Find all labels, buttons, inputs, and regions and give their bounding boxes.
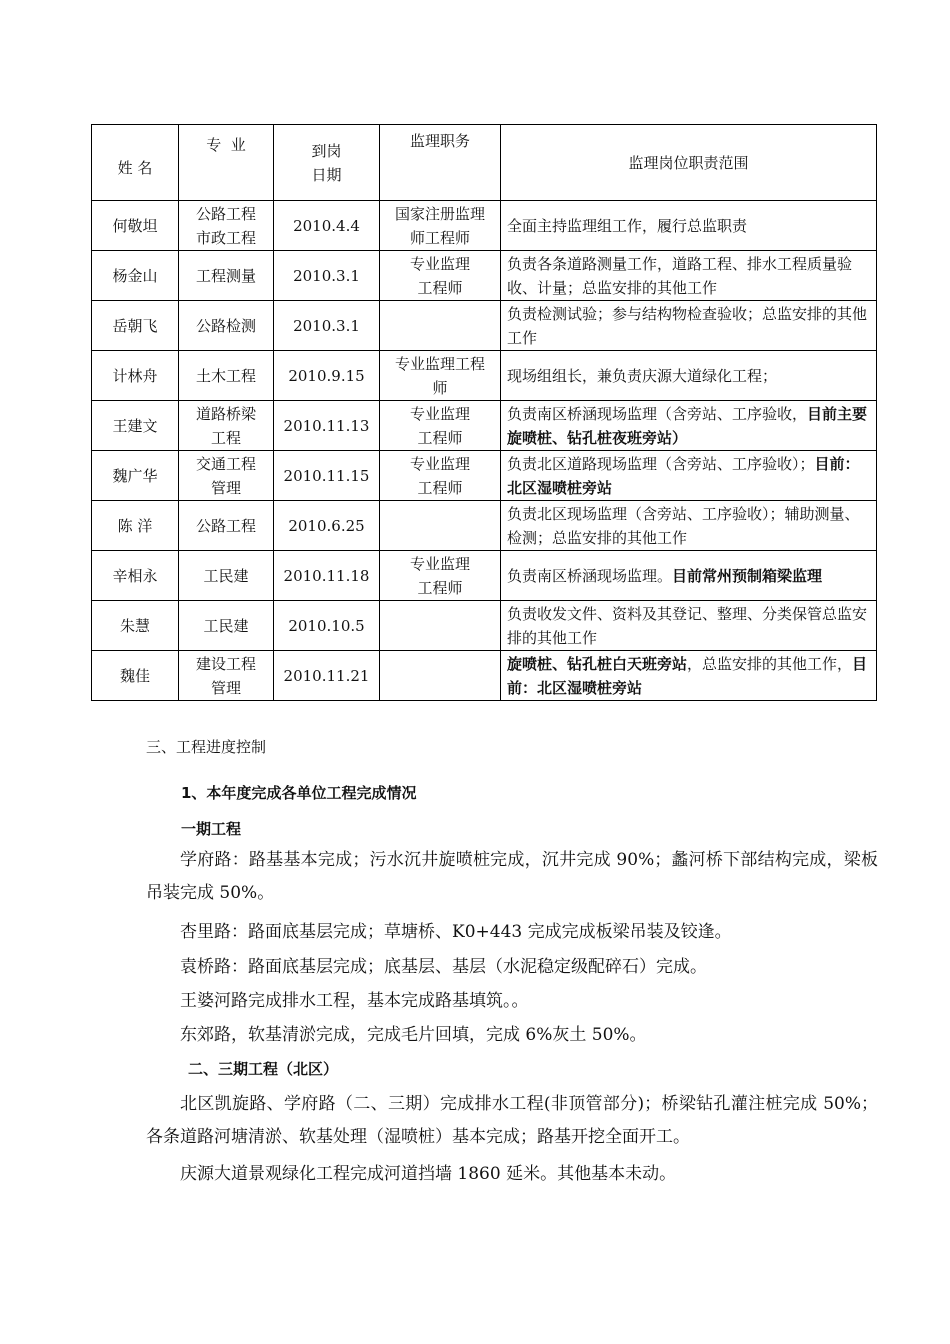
cell-major: 建设工程 管理	[179, 651, 274, 701]
phase23-paragraph: 北区凯旋路、学府路（二、三期）完成排水工程(非顶管部分)；桥梁钻孔灌注桩完成 50%；各条道路河塘清淤、软基处理（湿喷桩）基本完成；路基开挖全面开工。	[146, 1094, 878, 1147]
duty-text: 负责检测试验；参与结构物检查验收；总监安排的其他工作	[507, 304, 868, 347]
header-role: 监理职务	[380, 125, 501, 201]
cell-duty	[501, 301, 877, 351]
cell-arrival-date: 2010.9.15	[274, 351, 380, 401]
cell-arrival-date: 2010.11.15	[274, 451, 380, 501]
table-row	[92, 401, 877, 451]
cell-name: 岳朝飞	[92, 301, 179, 351]
cell-duty	[501, 351, 877, 401]
cell-major: 工民建	[179, 601, 274, 651]
cell-major: 交通工程 管理	[179, 451, 274, 501]
header-name: 姓 名	[92, 125, 179, 201]
cell-major: 工民建	[179, 551, 274, 601]
header-major: 专 业	[179, 125, 274, 201]
phase23-title: 二、三期工程（北区）	[188, 1060, 339, 1078]
phase1-paragraph: 学府路：路基基本完成；污水沉井旋喷桩完成，沉井完成 90%；蠡河桥下部结构完成，梁板吊装完成 50%。	[146, 850, 878, 903]
cell-role	[380, 501, 501, 551]
duty-text: 负责北区道路现场监理（含旁站、工序验收）；	[507, 454, 815, 473]
cell-major: 工程测量	[179, 251, 274, 301]
duty-text: 负责收发文件、资料及其登记、整理、分类保管总监安排的其他工作	[507, 604, 868, 647]
duty-text: 负责各条道路测量工作，道路工程、排水工程质量验收、计量；总监安排的其他工作	[507, 254, 853, 297]
phase1-title: 一期工程	[181, 820, 242, 838]
cell-role: 专业监理 工程师	[380, 401, 501, 451]
cell-arrival-date: 2010.4.4	[274, 201, 380, 251]
cell-duty	[501, 201, 877, 251]
cell-role: 专业监理 工程师	[380, 551, 501, 601]
cell-major: 道路桥梁 工程	[179, 401, 274, 451]
duty-emphasis: 目前：北区湿喷桩旁站	[507, 454, 860, 497]
cell-role: 专业监理 工程师	[380, 251, 501, 301]
phase1-paragraph: 东郊路，软基清淤完成，完成毛片回填，完成 6%灰土 50%。	[180, 1025, 647, 1045]
cell-duty	[501, 551, 877, 601]
cell-major: 土木工程	[179, 351, 274, 401]
cell-duty	[501, 401, 877, 451]
phase23-paragraph: 庆源大道景观绿化工程完成河道挡墙 1860 延米。其他基本未动。	[180, 1164, 677, 1184]
cell-arrival-date: 2010.3.1	[274, 251, 380, 301]
cell-role	[380, 651, 501, 701]
cell-arrival-date: 2010.10.5	[274, 601, 380, 651]
cell-name: 魏佳	[92, 651, 179, 701]
cell-arrival-date: 2010.11.21	[274, 651, 380, 701]
cell-name: 杨金山	[92, 251, 179, 301]
cell-name: 陈 洋	[92, 501, 179, 551]
cell-role: 专业监理工程 师	[380, 351, 501, 401]
cell-role: 专业监理 工程师	[380, 451, 501, 501]
duty-emphasis: 旋喷桩、钻孔桩白天班旁站	[507, 654, 688, 673]
table-row	[92, 301, 877, 351]
cell-name: 辛相永	[92, 551, 179, 601]
cell-name: 魏广华	[92, 451, 179, 501]
cell-name: 何敬坦	[92, 201, 179, 251]
table-row	[92, 351, 877, 401]
table-header-row	[92, 125, 877, 201]
cell-role: 国家注册监理 师工程师	[380, 201, 501, 251]
phase1-paragraph: 袁桥路：路面底基层完成；底基层、基层（水泥稳定级配碎石）完成。	[180, 957, 707, 977]
cell-arrival-date: 2010.11.13	[274, 401, 380, 451]
table-row	[92, 651, 877, 701]
cell-name: 王建文	[92, 401, 179, 451]
cell-duty	[501, 251, 877, 301]
duty-text: ，总监安排的其他工作，	[687, 654, 853, 673]
subsection-heading: 1、本年度完成各单位工程完成情况	[181, 784, 417, 802]
table-row	[92, 501, 877, 551]
cell-duty	[501, 451, 877, 501]
cell-arrival-date: 2010.11.18	[274, 551, 380, 601]
cell-role	[380, 601, 501, 651]
duty-text: 负责南区桥涵现场监理。	[507, 566, 673, 585]
duty-emphasis: 目前主要旋喷桩、钻孔桩夜班旁站）	[507, 404, 868, 447]
cell-major: 公路工程	[179, 501, 274, 551]
table-row	[92, 451, 877, 501]
staff-table	[91, 124, 877, 701]
table-row	[92, 201, 877, 251]
cell-name: 计林舟	[92, 351, 179, 401]
duty-text: 现场组组长，兼负责庆源大道绿化工程；	[507, 366, 778, 385]
cell-duty	[501, 651, 877, 701]
duty-text: 全面主持监理组工作，履行总监职责	[507, 216, 748, 235]
cell-major: 公路检测	[179, 301, 274, 351]
duty-text: 负责南区桥涵现场监理（含旁站、工序验收，	[507, 404, 808, 423]
duty-emphasis: 目前：北区湿喷桩旁站	[507, 654, 868, 697]
staff-table-body	[92, 201, 877, 701]
cell-duty	[501, 501, 877, 551]
header-arrival-date: 到岗 日期	[274, 125, 380, 201]
phase1-paragraph: 王婆河路完成排水工程，基本完成路基填筑。。	[180, 991, 529, 1011]
header-duty: 监理岗位职责范围	[501, 125, 877, 201]
section-title: 三、工程进度控制	[146, 738, 267, 756]
cell-name: 朱慧	[92, 601, 179, 651]
cell-role	[380, 301, 501, 351]
cell-arrival-date: 2010.6.25	[274, 501, 380, 551]
table-row	[92, 551, 877, 601]
table-row	[92, 601, 877, 651]
duty-text: 负责北区现场监理（含旁站、工序验收）；辅助测量、检测；总监安排的其他工作	[507, 504, 860, 547]
phase1-paragraph: 杏里路：路面底基层完成；草塘桥、K0+443 完成完成板梁吊装及铰逢。	[180, 922, 732, 942]
cell-major: 公路工程 市政工程	[179, 201, 274, 251]
cell-arrival-date: 2010.3.1	[274, 301, 380, 351]
duty-emphasis: 目前常州预制箱梁监理	[672, 566, 823, 585]
table-row	[92, 251, 877, 301]
cell-duty	[501, 601, 877, 651]
